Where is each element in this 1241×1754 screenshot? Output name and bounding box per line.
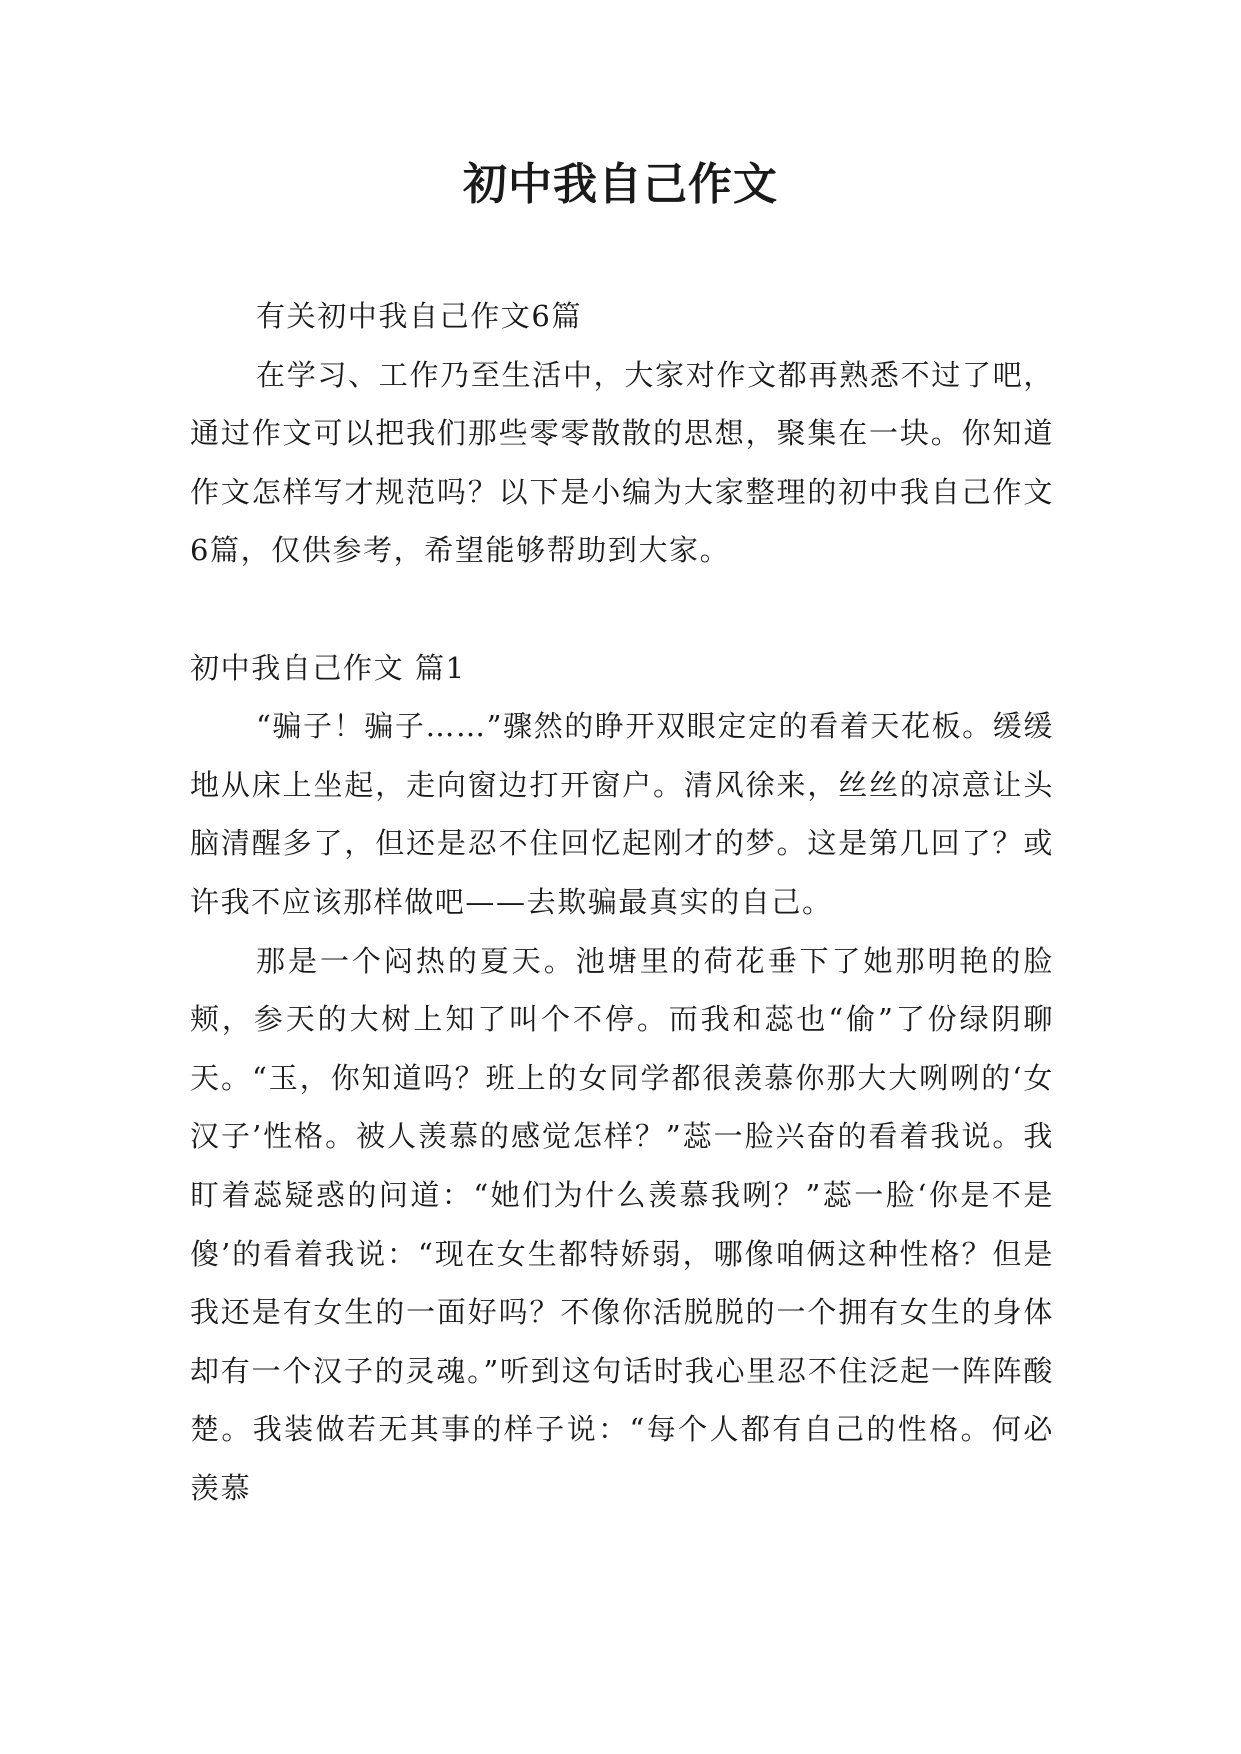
intro-paragraph: 在学习、工作乃至生活中，大家对作文都再熟悉不过了吧，通过作文可以把我们那些零零散散的思想，聚集在一块。你知道作文怎样写才规范吗？以下是小编为大家整理的初中我自己作文6篇，仅供参考，希望能够帮助到大家。 bbox=[190, 357, 1054, 568]
body-paragraph: “骗子！骗子……”骤然的睁开双眼定定的看着天花板。缓缓地从床上坐起，走向窗边打开窗户。清风徐来，丝丝的凉意让头脑清醒多了，但还是忍不住回忆起刚才的梦。这是第几回了？或许我不应该那样做吧——去欺骗最真实的自己。 bbox=[190, 709, 1054, 919]
document-body bbox=[190, 287, 1054, 1517]
document-title: 初中我自己作文 bbox=[463, 159, 778, 210]
section-heading: 初中我自己作文 篇1 bbox=[190, 650, 466, 685]
section-spacer bbox=[190, 580, 1054, 639]
document-subtitle: 有关初中我自己作文6篇 bbox=[256, 299, 583, 333]
body-paragraph: 那是一个闷热的夏天。池塘里的荷花垂下了她那明艳的脸颊，参天的大树上知了叫个不停。而我和蕊也“偷”了份绿阴聊天。“玉，你知道吗？班上的女同学都很羡慕你那大大咧咧的‘女汉子’性格。被人羡慕的感觉怎样？”蕊一脸兴奋的看着我说。我盯着蕊疑惑的问道：“她们为什么羡慕我咧？”蕊一脸‘你是不是傻’的看着我说：“现在女生都特娇弱，哪像咱俩这种性格？但是我还是有女生的一面好吗？不像你活脱脱的一个拥有女生的身体却有一个汉子的灵魂。”听到这句话时我心里忍不住泛起一阵阵酸楚。我装做若无其事的样子说：“每个人都有自己的性格。何必羡慕 bbox=[190, 943, 1054, 1505]
